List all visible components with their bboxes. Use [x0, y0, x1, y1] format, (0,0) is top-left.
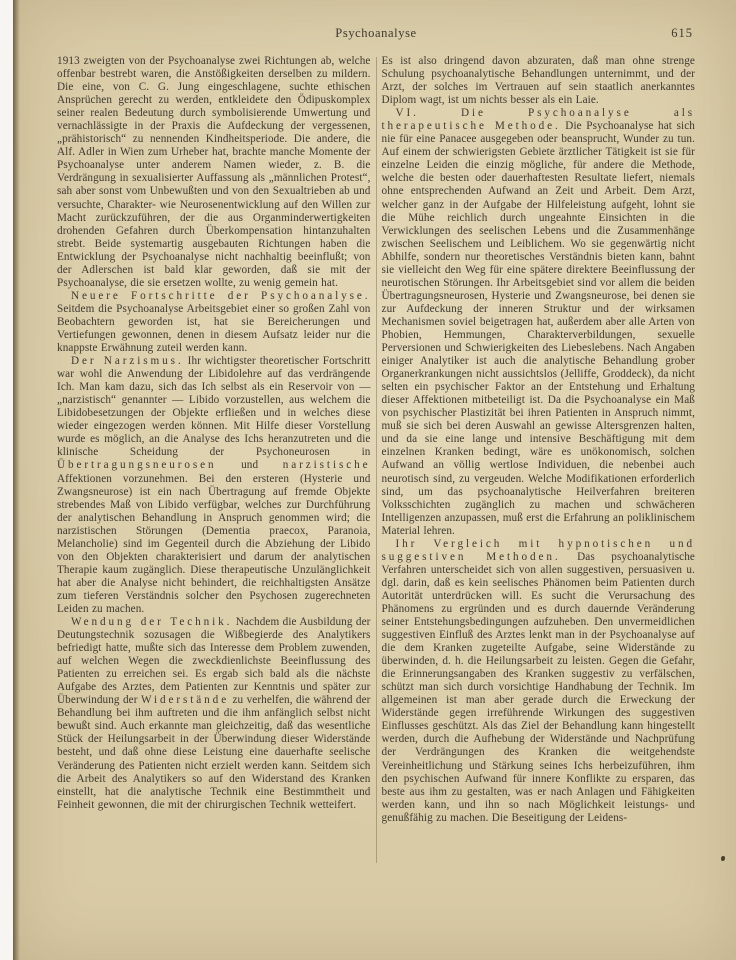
body-text: Affektionen vorzunehmen. Bei den ersteren (Hysterie und Zwangsneurose) ist ein nach Übertragung auf fremde Objekte strebendes Maß von Libido verfügbar, welches zur Durchführung der analytischen Behandlung in Anspruch genommen wird; die narzistischen Störungen (Dementia praecox, Paranoia, Melancholie) sind im Gegenteil durch die Abziehung der Libido von den Objekten charakterisiert und darum der analytischen Therapie kaum zugänglich. Diese therapeutische Unzulänglichkeit hat aber die Analyse nicht behindert, die reichhaltigsten Ansätze zum tieferen Verständnis solcher den Psychosen zugerechneten Leiden zu machen. — [57, 472, 371, 615]
section-heading: Neuere Fortschritte der Psychoanalyse. — [71, 289, 371, 302]
paragraph — [382, 55, 696, 107]
body-text: zu verhelfen, die während der Behandlung bei ihm auftreten und die ihm anfänglich selbst nicht bewußt sind. Auch erkannte man gleichzeitig, daß das wesentliche Stück der Heilungsarbeit in der Überwindung dieser Widerstände besteht, und daß ohne diese Leistung eine dauerhafte seelische Veränderung des Patienten nicht erzielt werden kann. Seitdem sich die Arbeit des Analytikers so auf den Widerstand des Kranken einstellt, hat die analytische Technik eine Bestimmtheit und Feinheit gewonnen, die mit der chirurgischen Technik wetteifert. — [57, 694, 371, 811]
paragraph — [382, 107, 696, 538]
paper-edge-shadow — [13, 0, 20, 960]
body-text: 1913 zweigten von der Psychoanalyse zwei Richtungen ab, welche offenbar bestrebt waren, die Anstößigkeiten derselben zu mildern. Die eine, von C. G. Jung eingeschlagene, suchte ethischen Ansprüchen gerecht zu werden, entkleidete den Ödipuskomplex seiner realen Bedeutung durch symbolisierende Umwertung und vernachlässigte in der Praxis die Aufdeckung der vergessenen, „prähistorisch“ zu nennenden Kindheitsperiode. Die andere, die Alf. Adler in Wien zum Urheber hat, brachte manche Momente der Psychoanalyse unter anderem Namen wieder, z. B. die Verdrängung in sexualisierter Auffassung als „männlichen Protest“, sah aber sonst vom Unbewußten und von den Sexualtrieben ab und versuchte, Charakter- wie Neurosenentwicklung auf den Willen zur Macht zurückzuführen, der die aus Organminderwertigkeiten drohenden Gefahren durch Überkompensation hintanzuhalten strebt. Beide systemartig ausgebauten Richtungen haben die Entwicklung der Psychoanalyse nicht nachhaltig beeinflußt; von der Adlerschen ist bald klar geworden, daß sie mit der Psychoanalyse, die sie ersetzen wollte, zu wenig gemein hat. — [57, 55, 371, 289]
body-text: Seitdem die Psychoanalyse Arbeitsgebiet einer so großen Zahl von Beobachtern geworden ist, hat sie Bereicherungen und Vertiefungen gewonnen, denen in diesem Aufsatz leider nur die knappste Erwähnung zuteil werden kann. — [57, 302, 371, 355]
body-text: Es ist also dringend davon abzuraten, daß man ohne strenge Schulung psychoanalytische Behandlungen unternimmt, und der Arzt, der solches im Vertrauen auf sein staatlich anerkanntes Diplom wagt, ist um nichts besser als ein Laie. — [381, 55, 695, 107]
paragraph — [57, 355, 371, 616]
paragraph — [57, 55, 371, 290]
section-heading: Widerstände — [140, 694, 230, 707]
body-text: und — [216, 459, 283, 472]
body-text: Die Psychoanalyse hat sich nie für eine Panacee ausgegeben oder beansprucht, Wunder zu tun. Auf einem der schwierigsten Gebiete ärztlicher Tätigkeit ist sie für einzelne Leiden die einzig mögliche, für andere die Methode, welche die besten oder dauerhaftesten Resultate liefert, niemals ohne entsprechenden Aufwand an Zeit und Arbeit. Dem Arzt, welcher ganz in der Aufgabe der Hilfeleistung aufgeht, lohnt sie die Mühe reichlich durch ungeahnte Einsichten in die Verwicklungen des seelischen Lebens und die Zusammenhänge zwischen Seelischem und Leiblichem. Wo sie gegenwärtig nicht Abhilfe, sondern nur theoretisches Verständnis bieten kann, bahnt sie vielleicht den Weg für eine spätere direktere Beeinflussung der neurotischen Störungen. Ihr Arbeitsgebiet sind vor allem die beiden Übertragungsneurosen, Hysterie und Zwangsneurose, bei denen sie zur Aufdeckung der inneren Struktur und der wirksamen Mechanismen soviel beigetragen hat, außerdem aber alle Arten von Phobien, Hemmungen, Charakterverbildungen, sexuelle Perversionen und Schwierigkeiten des Liebeslebens. Nach Angaben einiger Analytiker ist auch die analytische Behandlung grober Organerkrankungen nicht aussichtslos (Jelliffe, Groddeck), da nicht selten ein psychischer Faktor an der Entstehung und Erhaltung dieser Affektionen mitbeteiligt ist. Da die Psychoanalyse ein Maß von psychischer Plastizität bei ihren Patienten in Anspruch nimmt, muß sie sich bei deren Auswahl an gewisse Altersgrenzen halten, und da sie eine lange und intensive Beschäftigung mit dem einzelnen Kranken bedingt, wäre es unökonomisch, solchen Aufwand an völlig wertlose Individuen, die nebenbei auch neurotisch sind, zu vergeuden. Welche Modifikationen erforderlich sind, um das psychoanalytische Heilverfahren breiteren Volksschichten zugänglich zu machen und schwächeren Intelligenzen anzupassen, muß erst die Erfahrung an poliklinischem Material lehren. — [381, 120, 695, 537]
section-heading: Ihr Vergleich mit hypnotischen und suggestiven Methoden. — [381, 537, 695, 563]
paragraph — [57, 290, 371, 355]
page-title: Psychoanalyse — [335, 26, 417, 40]
body-text: Das psychoanalytische Verfahren unterscheidet sich von allen suggestiven, persuasiven u. dgl. darin, daß es kein seelisches Phänomen beim Patienten durch Autorität unterdrücken will. Es sucht die Verursachung des Phänomens zu ergründen und es durch dauernde Veränderung seiner Entstehungsbedingungen aufzuheben. Den unvermeidlichen suggestiven Einfluß des Arztes lenkt man in der Psychoanalyse auf die dem Kranken zugeteilte Aufgabe, seine Widerstände zu überwinden, d. h. die Heilungsarbeit zu leisten. Gegen die Gefahr, die Erinnerungsangaben des Kranken suggestiv zu verfälschen, schützt man sich durch vorsichtige Handhabung der Technik. Im allgemeinen ist man aber gerade durch die Erweckung der Widerstände gegen irreführende Wirkungen des suggestiven Einflusses geschützt. Als das Ziel der Behandlung kann hingestellt werden, durch die Aufhebung der Widerstände und Nachprüfung der Verdrängungen des Kranken die weitgehendste Vereinheitlichung und Stärkung seines Ichs herbeizuführen, ihm den psychischen Aufwand für innere Konflikte zu ersparen, das beste aus ihm zu gestalten, was er nach Anlagen und Fähigkeiten werden kann, und ihn so nach Möglichkeit leistungs- und genußfähig zu machen. Die Beseitigung der Leidens- — [381, 550, 695, 824]
section-heading: Wendung der Technik. — [71, 616, 233, 629]
page-number: 615 — [671, 26, 693, 40]
paragraph — [57, 616, 371, 812]
section-heading: Übertragungsneurosen — [57, 459, 217, 472]
page-header — [57, 26, 695, 42]
text-columns — [57, 55, 695, 825]
section-heading: narzistische — [282, 459, 371, 472]
paragraph — [382, 538, 696, 825]
body-text: Nachdem die Ausbildung der Deutungstechnik sozusagen die Wißbegierde des Analytikers befriedigt hatte, mußte sich das Interesse dem Problem zuwenden, auf welchen Wegen die zweckdienlichste Beeinflussung des Patienten zu erreichen sei. Es ergab sich bald als die nächste Aufgabe des Arztes, dem Patienten zur Kenntnis und später zur Überwindung der — [57, 616, 371, 707]
column-right — [382, 55, 696, 825]
section-heading: Der Narzismus. — [71, 355, 184, 368]
section-heading: VI. Die Psychoanalyse als therapeutische Methode. — [381, 107, 695, 133]
column-left — [57, 55, 371, 825]
body-text: Ihr wichtigster theoretischer Fortschritt war wohl die Anwendung der Libidolehre auf das verdrängende Ich. Man kam dazu, sich das Ich selbst als ein Reservoir von — „narzistisch“ genannter — Libido vorzustellen, aus welchem die Libidobesetzungen der Objekte erfließen und in welches diese wieder eingezogen werden können. Mit Hilfe dieser Vorstellung wurde es möglich, an die Analyse des Ichs heranzutreten und die klinische Scheidung der Psychoneurosen in — [57, 355, 371, 459]
